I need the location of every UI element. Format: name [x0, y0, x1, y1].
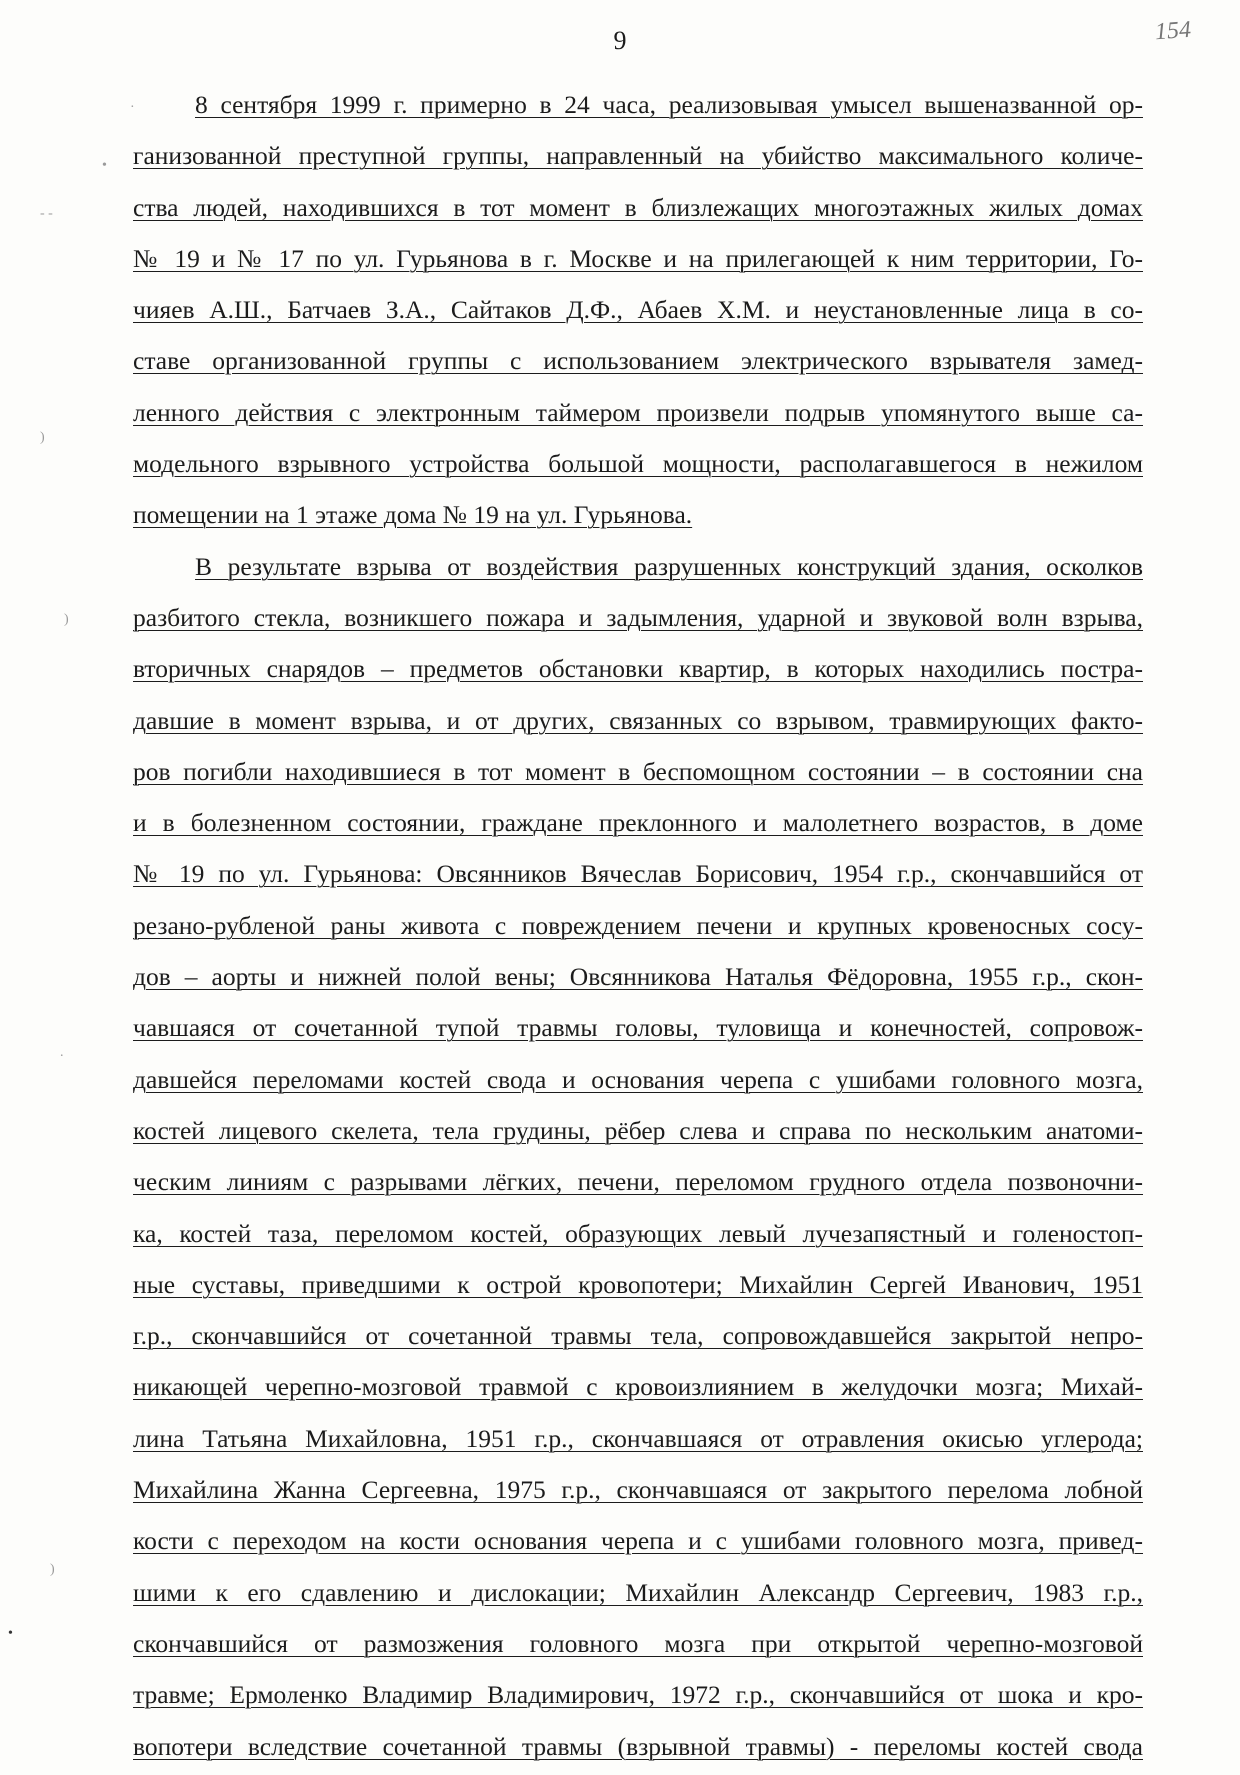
- paragraph: [133, 544, 1143, 1775]
- text-line: г.р., скончавшийся от сочетанной травмы тела, сопровождавшейся закрытой непро-: [133, 1321, 1143, 1351]
- scan-speck: ): [64, 612, 69, 627]
- text-line: В результате взрыва от воздействия разрушенных конструкций здания, осколков: [195, 551, 1143, 581]
- scan-speck: - -: [40, 206, 53, 221]
- text-line: кости с переходом на кости основания черепа и с ушибами головного мозга, привед-: [133, 1526, 1143, 1556]
- text-line: ка, костей таза, переломом костей, образующих левый лучезапястный и голеностоп-: [133, 1218, 1143, 1248]
- scan-speck: ): [40, 430, 45, 445]
- scan-speck: ·: [130, 100, 135, 115]
- text-line-last: помещении на 1 этаже дома № 19 на ул. Гурьянова.: [133, 500, 693, 530]
- document-body: [133, 82, 1143, 1775]
- scan-speck: .: [60, 1045, 64, 1060]
- text-line: чияев А.Ш., Батчаев З.А., Сайтаков Д.Ф., Абаев Х.М. и неустановленные лица в со-: [133, 295, 1143, 325]
- text-line: чавшаяся от сочетанной тупой травмы головы, туловища и конечностей, сопровож-: [133, 1013, 1143, 1043]
- text-line: разбитого стекла, возникшего пожара и задымления, ударной и звуковой волн взрыва,: [133, 602, 1143, 632]
- scan-speck: •: [8, 1626, 13, 1641]
- handwritten-page-note: 154: [1154, 16, 1192, 46]
- text-line: ленного действия с электронным таймером произвели подрыв упомянутого выше са-: [133, 397, 1143, 427]
- text-line: никающей черепно-мозговой травмой с кровоизлиянием в желудочки мозга; Михай-: [133, 1372, 1143, 1402]
- text-line: ства людей, находившихся в тот момент в близлежащих многоэтажных жилых домах: [133, 192, 1143, 222]
- text-line: Михайлина Жанна Сергеевна, 1975 г.р., скончавшаяся от закрытого перелома лобной: [133, 1475, 1143, 1505]
- text-line: и в болезненном состоянии, граждане преклонного и малолетнего возрастов, в доме: [133, 808, 1143, 838]
- scan-speck: •: [102, 158, 107, 173]
- text-line: лина Татьяна Михайловна, 1951 г.р., скончавшаяся от отравления окисью углерода;: [133, 1423, 1143, 1453]
- text-line: 8 сентября 1999 г. примерно в 24 часа, реализовывая умысел вышеназванной ор-: [195, 90, 1143, 119]
- text-line: шими к его сдавлению и дислокации; Михайлин Александр Сергеевич, 1983 г.р.,: [133, 1577, 1143, 1607]
- page-number: 9: [613, 26, 627, 55]
- text-line: № 19 и № 17 по ул. Гурьянова в г. Москве и на прилегающей к ним территории, Го-: [133, 243, 1143, 273]
- text-line: костей лицевого скелета, тела грудины, рёбер слева и справа по нескольким анатоми-: [133, 1115, 1143, 1145]
- text-line: ческим линиям с разрывами лёгких, печени, переломом грудного отдела позвоночни-: [133, 1167, 1143, 1197]
- text-line: травме; Ермоленко Владимир Владимирович, 1972 г.р., скончавшийся от шока и кро-: [133, 1680, 1143, 1710]
- text-line: № 19 по ул. Гурьянова: Овсянников Вячеслав Борисович, 1954 г.р., скончавшийся от: [133, 859, 1143, 889]
- text-line: модельного взрывного устройства большой мощности, располагавшегося в нежилом: [133, 449, 1143, 479]
- text-line: давшие в момент взрыва, и от других, связанных со взрывом, травмирующих факто-: [133, 705, 1143, 735]
- text-line: ров погибли находившиеся в тот момент в беспомощном состоянии – в состоянии сна: [133, 756, 1143, 786]
- paragraph: [133, 82, 1143, 544]
- text-line: резано-рубленой раны живота с повреждением печени и крупных кровеносных сосу-: [133, 910, 1143, 940]
- text-line: ставе организованной группы с использованием электрического взрывателя замед-: [133, 346, 1143, 376]
- text-line: вторичных снарядов – предметов обстановки квартир, в которых находились постра-: [133, 654, 1143, 684]
- text-line: дов – аорты и нижней полой вены; Овсянникова Наталья Фёдоровна, 1955 г.р., скон-: [133, 962, 1143, 992]
- text-line: вопотери вследствие сочетанной травмы (взрывной травмы) - переломы костей свода: [133, 1731, 1143, 1761]
- scan-speck: ): [50, 1562, 55, 1577]
- text-line: скончавшийся от размозжения головного мозга при открытой черепно-мозговой: [133, 1628, 1143, 1658]
- text-line: ганизованной преступной группы, направленный на убийство максимального количе-: [133, 141, 1143, 171]
- text-line: ные суставы, приведшими к острой кровопотери; Михайлин Сергей Иванович, 1951: [133, 1269, 1143, 1299]
- text-line: давшейся переломами костей свода и основания черепа с ушибами головного мозга,: [133, 1064, 1143, 1094]
